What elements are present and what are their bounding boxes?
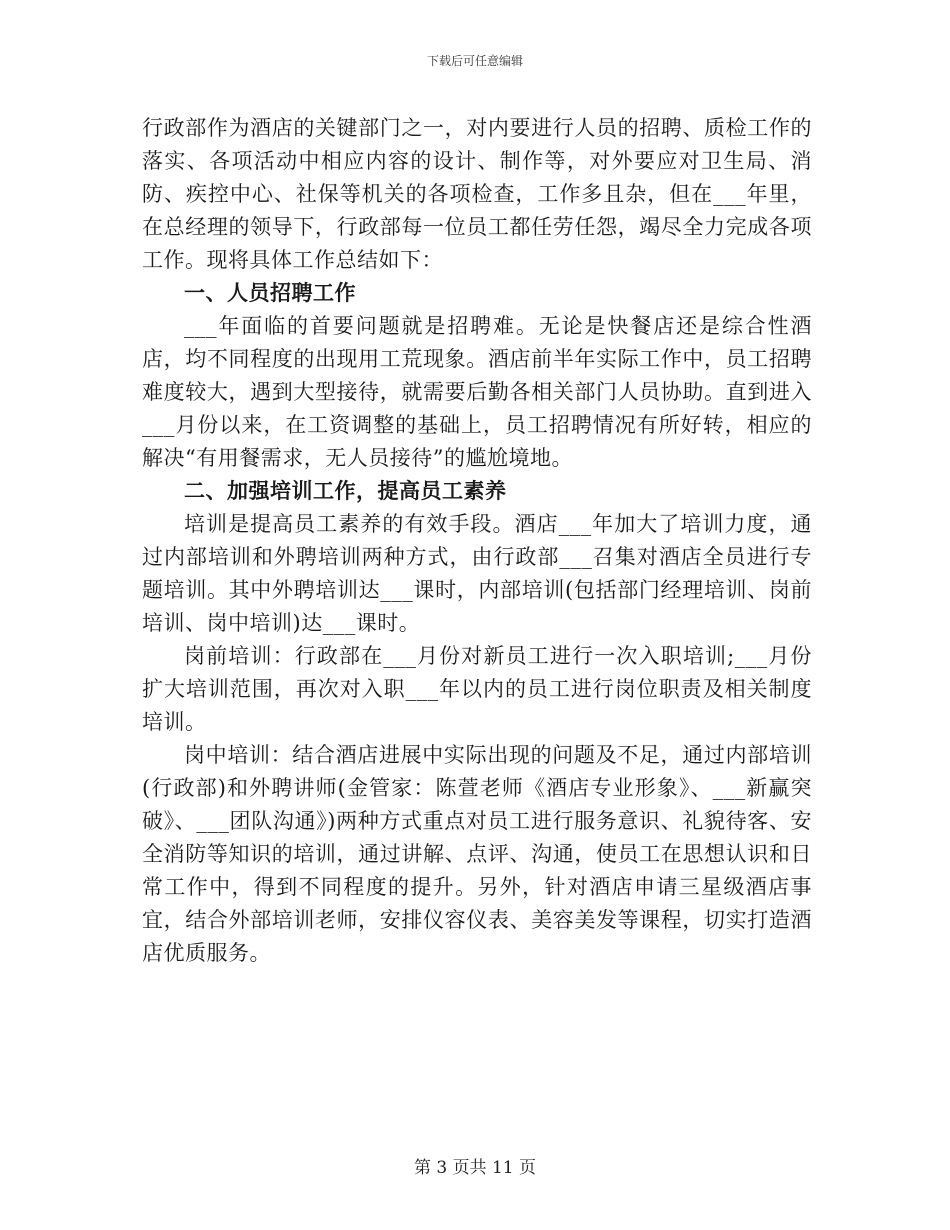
pre-job-training-paragraph: 岗前培训：行政部在___月份对新员工进行一次入职培训;___月份扩大培训范围，再次对入职___年以内的员工进行岗位职责及相关制度培训。	[142, 644, 812, 734]
on-job-training-paragraph: 岗中培训：结合酒店进展中实际出现的问题及不足，通过内部培训(行政部)和外聘讲师(金管家：陈萱老师《酒店专业形象》、___新赢突破》、___团队沟通》)两种方式重点对员工进行服务意识、礼貌待客、安全消防等知识的培训，通过讲解、点评、沟通，使员工在思想认识和日常工作中，得到不同程度的提升。另外，针对酒店申请三星级酒店事宜，结合外部培训老师，安排仪容仪表、美容美发等课程，切实打造酒店优质服务。	[142, 743, 812, 965]
document-body	[142, 112, 812, 970]
page-number: 第 3 页共 11 页	[413, 1158, 537, 1178]
page-header: 下载后可任意编辑	[426, 54, 523, 68]
section-heading-training: 二、加强培训工作，提高员工素养	[184, 479, 507, 503]
intro-paragraph: 行政部作为酒店的关键部门之一，对内要进行人员的招聘、质检工作的落实、各项活动中相应内容的设计、制作等，对外要应对卫生局、消防、疾控中心、社保等机关的各项检查，工作多且杂，但在___年里，在总经理的领导下，行政部每一位员工都任劳任怨，竭尽全力完成各项工作。现将具体工作总结如下：	[142, 116, 812, 272]
section-heading-recruitment: 一、人员招聘工作	[184, 281, 356, 305]
recruitment-paragraph: ___年面临的首要问题就是招聘难。无论是快餐店还是综合性酒店，均不同程度的出现用工荒现象。酒店前半年实际工作中，员工招聘难度较大，遇到大型接待，就需要后勤各相关部门人员协助。直到进入___月份以来，在工资调整的基础上，员工招聘情况有所好转，相应的解决“有用餐需求，无人员接待”的尴尬境地。	[142, 314, 812, 470]
training-paragraph: 培训是提高员工素养的有效手段。酒店___年加大了培训力度，通过内部培训和外聘培训两种方式，由行政部___召集对酒店全员进行专题培训。其中外聘培训达___课时，内部培训(包括部门经理培训、岗前培训、岗中培训)达___课时。	[142, 512, 812, 635]
